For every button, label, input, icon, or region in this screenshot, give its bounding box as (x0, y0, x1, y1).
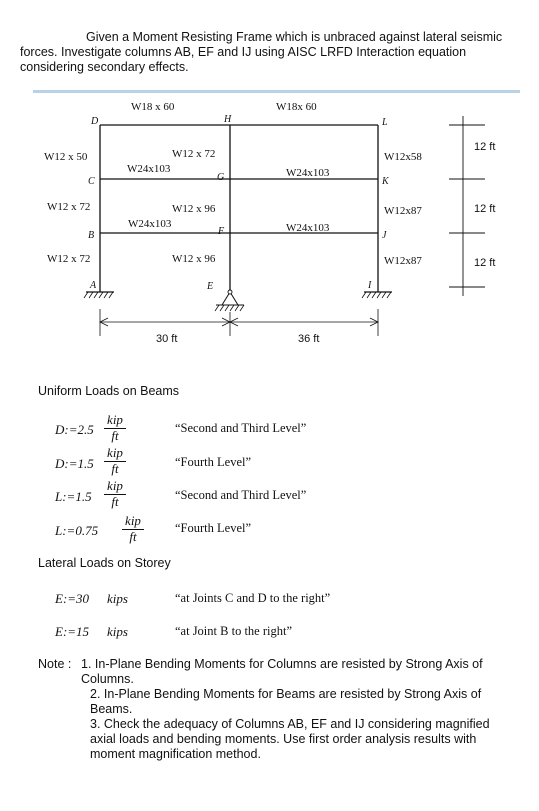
lateral-e-lhs-1: E:=30 (55, 591, 90, 606)
node-e: E (207, 281, 214, 292)
problem-line-1: Given a Moment Resisting Frame which is unbraced against lateral seismic (86, 30, 503, 44)
lateral-loads-heading: Lateral Loads on Storey (38, 556, 171, 570)
load-d-desc-2: “Fourth Level” (175, 455, 252, 469)
load-d-lhs-2: D:=1.5 (55, 456, 94, 471)
lateral-e-unit-2: kips (107, 624, 128, 639)
unit-num: kip (104, 446, 126, 462)
beam-label-hl: W18x 60 (276, 101, 317, 113)
uniform-loads-heading: Uniform Loads on Beams (38, 384, 180, 398)
notes-block (38, 657, 528, 762)
node-j: J (382, 230, 387, 241)
lateral-e-unit-1: kips (107, 591, 128, 606)
column-label-cd: W12 x 50 (44, 151, 88, 163)
unit-num: kip (104, 413, 126, 429)
note-3-line-2: axial loads and bending moments. Use first order analysis results with (90, 732, 477, 746)
note-3 (90, 717, 528, 762)
note-1 (81, 657, 528, 687)
beam-label-gk: W24x103 (286, 167, 330, 179)
unit-den: ft (111, 428, 119, 443)
notes-label: Note : (38, 657, 72, 671)
node-k: K (382, 176, 389, 187)
divider-rule (33, 90, 520, 93)
load-l-unit-1 (104, 479, 126, 509)
load-d-lhs-1: D:=2.5 (55, 422, 94, 437)
height-label-middle: 12 ft (474, 203, 496, 215)
beam-label-fj: W24x103 (286, 222, 330, 234)
column-label-gh: W12 x 72 (172, 148, 216, 160)
node-f: F (218, 226, 225, 237)
unit-num: kip (104, 479, 126, 495)
node-h: H (224, 114, 232, 125)
load-l-unit-2 (122, 514, 144, 544)
note-3-line-3: moment magnification method. (90, 747, 261, 761)
note-2-line-2: Beams. (90, 702, 133, 716)
load-d-desc-1: “Second and Third Level” (175, 421, 307, 435)
column-label-kl: W12x58 (384, 151, 422, 163)
unit-num: kip (122, 514, 144, 530)
problem-statement (20, 30, 525, 75)
column-label-jk: W12x87 (384, 205, 422, 217)
load-l-lhs-2: L:=0.75 (55, 523, 99, 538)
beam-label-bf: W24x103 (128, 218, 172, 230)
column-label-bc: W12 x 72 (47, 201, 91, 213)
load-d-unit-2 (104, 446, 126, 476)
height-label-top: 12 ft (474, 141, 496, 153)
span-label-left: 30 ft (156, 333, 178, 345)
node-g: G (217, 172, 225, 183)
beam-label-dh: W18 x 60 (131, 101, 175, 113)
beam-label-cg: W24x103 (127, 163, 171, 175)
node-i: I (368, 280, 372, 291)
column-label-ij: W12x87 (384, 255, 422, 267)
lateral-e-desc-2: “at Joint B to the right” (175, 624, 292, 638)
lateral-e-lhs-2: E:=15 (55, 624, 90, 639)
note-1-line-1: 1. In-Plane Bending Moments for Columns are resisted by Strong Axis of (81, 657, 483, 671)
node-a: A (90, 280, 97, 291)
unit-den: ft (111, 461, 119, 476)
node-l: L (382, 117, 388, 128)
load-l-desc-2: “Fourth Level” (175, 521, 252, 535)
column-label-ef: W12 x 96 (172, 253, 216, 265)
support-e-hinge (228, 290, 232, 294)
unit-den: ft (129, 529, 137, 544)
height-label-bottom: 12 ft (474, 257, 496, 269)
note-2 (90, 687, 528, 717)
note-3-line-1: 3. Check the adequacy of Columns AB, EF and IJ considering magnified (90, 717, 490, 731)
lateral-e-desc-1: “at Joints C and D to the right” (175, 591, 331, 605)
problem-line-2: forces. Investigate columns AB, EF and IJ using AISC LRFD Interaction equation (20, 45, 467, 59)
node-d: D (91, 116, 99, 127)
load-l-lhs-1: L:=1.5 (55, 489, 92, 504)
column-label-fg: W12 x 96 (172, 203, 216, 215)
span-label-right: 36 ft (298, 333, 320, 345)
node-c: C (88, 176, 95, 187)
column-label-ab: W12 x 72 (47, 253, 91, 265)
node-b: B (88, 230, 95, 241)
note-2-line-1: 2. In-Plane Bending Moments for Beams are resisted by Strong Axis of (90, 687, 482, 701)
support-e-hatch (215, 305, 244, 311)
problem-line-3: considering secondary effects. (20, 60, 189, 74)
support-i-hatch (362, 292, 391, 298)
frame-diagram (0, 95, 539, 360)
support-a-hatch (84, 292, 113, 298)
load-d-unit-1 (104, 413, 126, 443)
unit-den: ft (111, 494, 119, 509)
load-l-desc-1: “Second and Third Level” (175, 488, 307, 502)
note-1-line-2: Columns. (81, 672, 134, 686)
